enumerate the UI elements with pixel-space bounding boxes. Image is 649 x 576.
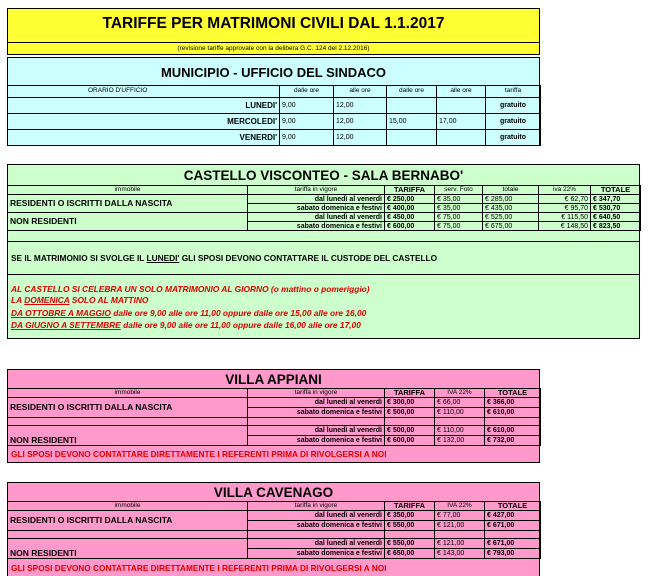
- price-cell: € 550,00: [385, 521, 435, 531]
- price-cell: € 500,00: [385, 408, 435, 418]
- table-row: [8, 539, 541, 549]
- villa-cavenago-title: VILLA CAVENAGO: [213, 485, 334, 500]
- time-cell: 12,00: [334, 98, 387, 114]
- rule-line-4: [11, 320, 361, 330]
- col-header: serv. Foto: [435, 186, 483, 195]
- price-cell: € 110,00: [435, 408, 485, 418]
- category-label: NON RESIDENTI: [8, 426, 248, 446]
- price-cell: € 115,50: [539, 213, 591, 222]
- castello-table: [7, 185, 641, 231]
- price-cell: € 525,00: [483, 213, 539, 222]
- col-header: tariffa in vigore: [248, 389, 385, 398]
- price-cell: € 143,00: [435, 549, 485, 559]
- page-subtitle: (revisione tariffe approvate con la delibera G.C. 124 del 2.12.2016): [177, 45, 370, 52]
- total-cell: € 610,00: [485, 426, 541, 436]
- spacer-row: [8, 418, 541, 426]
- price-cell: € 77,00: [435, 511, 485, 521]
- col-header: TOTALE: [591, 186, 641, 195]
- time-cell: [437, 130, 486, 146]
- castello-title: CASTELLO VISCONTEO - SALA BERNABO': [183, 168, 464, 183]
- custode-note-day: LUNEDI': [146, 253, 180, 263]
- total-cell: € 427,00: [485, 511, 541, 521]
- table-row: [8, 398, 541, 408]
- price-cell: € 132,00: [435, 436, 485, 446]
- category-label: RESIDENTI O ISCRITTI DALLA NASCITA: [8, 195, 248, 213]
- spacer-row: [8, 531, 541, 539]
- villa-appiani-table: [7, 388, 541, 446]
- villa-appiani-section: [7, 369, 540, 463]
- castello-note-divider: [8, 241, 639, 242]
- period-cell: sabato domenica e festivi: [248, 549, 385, 559]
- municipio-header-row: [8, 86, 541, 98]
- period-cell: sabato domenica e festivi: [248, 521, 385, 531]
- price-cell: € 550,00: [385, 539, 435, 549]
- col-header: TARIFFA: [385, 186, 435, 195]
- table-row: [8, 195, 641, 204]
- table-row: [8, 511, 541, 521]
- time-cell: 15,00: [387, 114, 437, 130]
- price-cell: € 450,00: [385, 213, 435, 222]
- municipio-table: [7, 85, 541, 146]
- villa-appiani-header-row: [8, 389, 541, 398]
- col-header: alle ore: [437, 86, 486, 98]
- time-cell: 12,00: [334, 114, 387, 130]
- total-cell: € 823,50: [591, 222, 641, 231]
- category-label: NON RESIDENTI: [8, 213, 248, 231]
- col-header: IVA 22%: [435, 502, 485, 511]
- total-cell: € 671,00: [485, 539, 541, 549]
- price-cell: € 300,00: [385, 398, 435, 408]
- price-cell: € 500,00: [385, 426, 435, 436]
- period-cell: dal lunedì al venerdì: [248, 195, 385, 204]
- price-cell: € 62,70: [539, 195, 591, 204]
- page-title: TARIFFE PER MATRIMONI CIVILI DAL 1.1.2017: [102, 15, 445, 32]
- table-row: [8, 426, 541, 436]
- villa-cavenago-footer: GLI SPOSI DEVONO CONTATTARE DIRETTAMENTE I REFERENTI PRIMA DI RIVOLGERSI A NOI: [11, 563, 387, 573]
- col-header: tariffa in vigore: [248, 502, 385, 511]
- price-cell: € 400,00: [385, 204, 435, 213]
- period-cell: sabato domenica e festivi: [248, 222, 385, 231]
- custode-note: [11, 253, 437, 263]
- col-header: TARIFFA: [385, 389, 435, 398]
- price-cell: € 250,00: [385, 195, 435, 204]
- category-label: RESIDENTI O ISCRITTI DALLA NASCITA: [8, 511, 248, 531]
- col-header: TOTALE: [485, 502, 541, 511]
- castello-section: [7, 164, 640, 339]
- period-cell: dal lunedì al venerdì: [248, 511, 385, 521]
- price-cell: € 95,70: [539, 204, 591, 213]
- table-row: [8, 130, 541, 146]
- price-cell: € 35,00: [435, 195, 483, 204]
- rule-text: dalle ore 9,00 alle ore 11,00 oppure dalle 16,00 alle ore 17,00: [120, 320, 361, 330]
- header-box: [7, 8, 540, 55]
- total-cell: € 671,00: [485, 521, 541, 531]
- table-row: [8, 114, 541, 130]
- time-cell: [387, 130, 437, 146]
- price-cell: € 121,00: [435, 539, 485, 549]
- total-cell: € 793,00: [485, 549, 541, 559]
- period-cell: sabato domenica e festivi: [248, 204, 385, 213]
- villa-cavenago-header-row: [8, 502, 541, 511]
- table-row: [8, 213, 641, 222]
- rule-highlight: DA GIUGNO A SETTEMBRE: [11, 320, 121, 330]
- price-cell: € 121,00: [435, 521, 485, 531]
- fee-cell: gratuito: [486, 98, 541, 114]
- col-header: IVA 22%: [435, 389, 485, 398]
- rule-line-3: [11, 308, 366, 318]
- price-cell: € 35,00: [435, 204, 483, 213]
- price-cell: € 600,00: [385, 436, 435, 446]
- time-cell: [437, 98, 486, 114]
- villa-cavenago-section: [7, 482, 540, 576]
- table-row: [8, 98, 541, 114]
- total-cell: € 366,00: [485, 398, 541, 408]
- category-label: RESIDENTI O ISCRITTI DALLA NASCITA: [8, 398, 248, 418]
- municipio-title: MUNICIPIO - UFFICIO DEL SINDACO: [160, 65, 387, 80]
- rule-highlight: DOMENICA: [24, 295, 70, 305]
- category-label: NON RESIDENTI: [8, 539, 248, 559]
- subtitle-divider: [8, 42, 539, 43]
- price-cell: € 675,00: [483, 222, 539, 231]
- total-cell: € 732,00: [485, 436, 541, 446]
- price-cell: € 110,00: [435, 426, 485, 436]
- fee-cell: gratuito: [486, 114, 541, 130]
- total-cell: € 347,70: [591, 195, 641, 204]
- time-cell: 12,00: [334, 130, 387, 146]
- col-header: alle ore: [334, 86, 387, 98]
- period-cell: dal lunedì al venerdì: [248, 426, 385, 436]
- rule-text: LA: [11, 295, 25, 305]
- col-header: tariffa in vigore: [248, 186, 385, 195]
- castello-header-row: [8, 186, 641, 195]
- day-cell: MERCOLEDI': [8, 114, 280, 130]
- villa-appiani-footer: GLI SPOSI DEVONO CONTATTARE DIRETTAMENTE I REFERENTI PRIMA DI RIVOLGERSI A NOI: [11, 449, 387, 459]
- villa-appiani-title: VILLA APPIANI: [225, 372, 322, 387]
- total-cell: € 530,70: [591, 204, 641, 213]
- villa-cavenago-table: [7, 501, 541, 559]
- price-cell: € 435,00: [483, 204, 539, 213]
- period-cell: dal lunedì al venerdì: [248, 398, 385, 408]
- price-cell: € 148,50: [539, 222, 591, 231]
- price-cell: € 285,00: [483, 195, 539, 204]
- col-header: TARIFFA: [385, 502, 435, 511]
- time-cell: [387, 98, 437, 114]
- fee-cell: gratuito: [486, 130, 541, 146]
- col-header: ORARIO D'UFFICIO: [8, 86, 280, 98]
- custode-note-text: GLI SPOSI DEVONO CONTATTARE IL CUSTODE DEL CASTELLO: [179, 253, 438, 263]
- rule-line-2: [11, 295, 148, 305]
- time-cell: 9,00: [280, 114, 334, 130]
- col-header: TOTALE: [485, 389, 541, 398]
- day-cell: LUNEDI': [8, 98, 280, 114]
- col-header: immobile: [8, 502, 248, 511]
- total-cell: € 640,50: [591, 213, 641, 222]
- rule-text: SOLO AL MATTINO: [69, 295, 149, 305]
- col-header: immobile: [8, 389, 248, 398]
- rule-highlight: DA OTTOBRE A MAGGIO: [11, 308, 111, 318]
- price-cell: € 350,00: [385, 511, 435, 521]
- col-header: iva 22%: [539, 186, 591, 195]
- col-header: immobile: [8, 186, 248, 195]
- period-cell: sabato domenica e festivi: [248, 436, 385, 446]
- col-header: tariffa: [486, 86, 541, 98]
- time-cell: 9,00: [280, 98, 334, 114]
- time-cell: 9,00: [280, 130, 334, 146]
- price-cell: € 75,00: [435, 213, 483, 222]
- rule-text: dalle ore 9,00 alle ore 11,00 oppure dalle ore 15,00 alle ore 16,00: [110, 308, 367, 318]
- price-cell: € 650,00: [385, 549, 435, 559]
- price-cell: € 66,00: [435, 398, 485, 408]
- period-cell: sabato domenica e festivi: [248, 408, 385, 418]
- col-header: totale: [483, 186, 539, 195]
- period-cell: dal lunedì al venerdì: [248, 213, 385, 222]
- price-cell: € 600,00: [385, 222, 435, 231]
- castello-rules-divider: [8, 274, 639, 275]
- col-header: dalle ore: [280, 86, 334, 98]
- custode-note-text: SE IL MATRIMONIO SI SVOLGE IL: [11, 253, 147, 263]
- period-cell: dal lunedì al venerdì: [248, 539, 385, 549]
- col-header: dalle ore: [387, 86, 437, 98]
- price-cell: € 75,00: [435, 222, 483, 231]
- rule-line-1: AL CASTELLO SI CELEBRA UN SOLO MATRIMONIO AL GIORNO (o mattino o pomeriggio): [11, 284, 370, 294]
- municipio-section: [7, 57, 540, 146]
- day-cell: VENERDI': [8, 130, 280, 146]
- total-cell: € 610,00: [485, 408, 541, 418]
- time-cell: 17,00: [437, 114, 486, 130]
